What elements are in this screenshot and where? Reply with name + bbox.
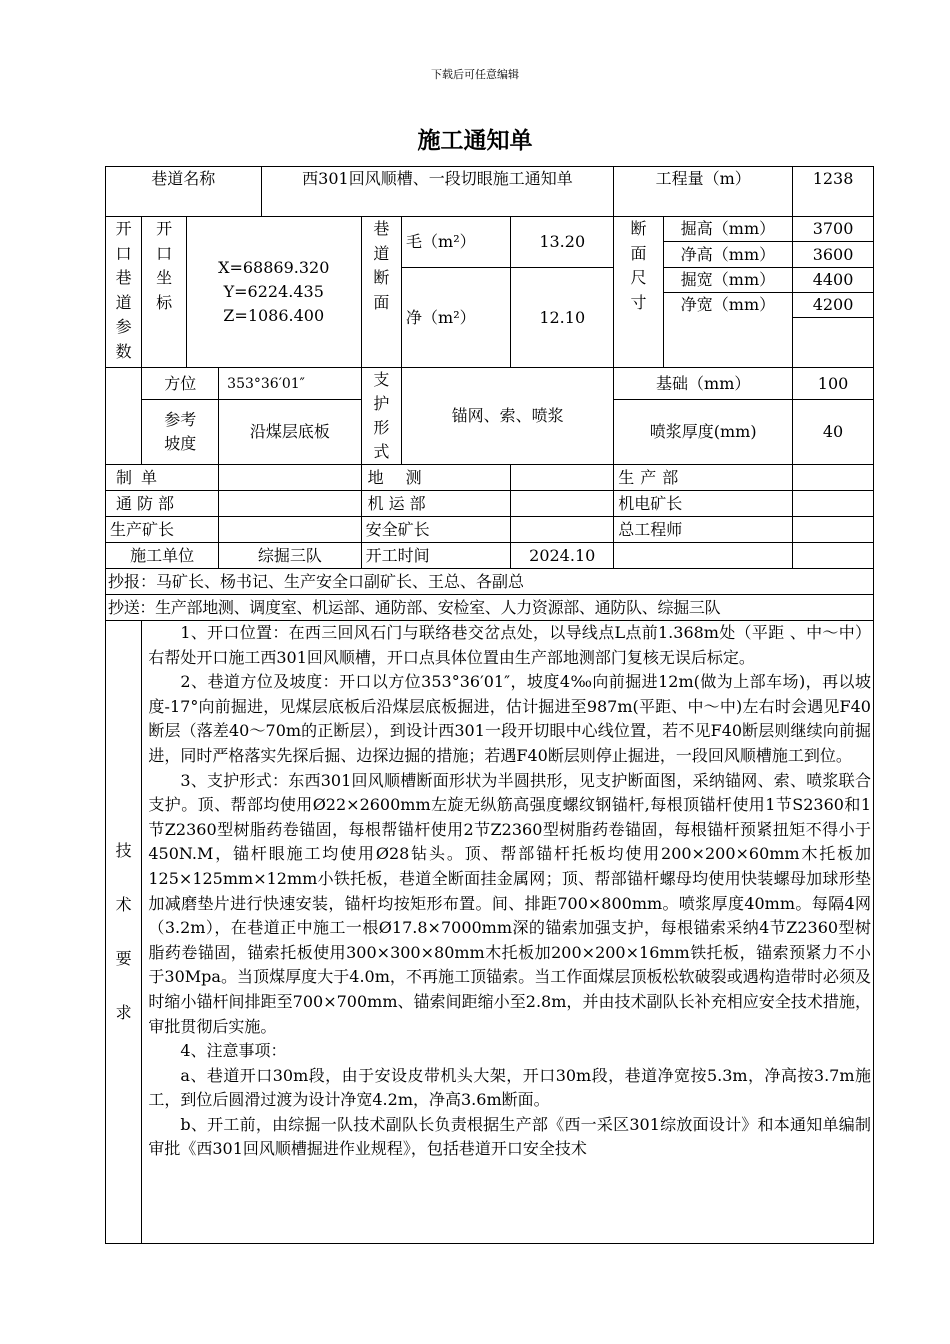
azimuth-label: 方位 [142,368,219,400]
tech-paragraph: 4、注意事项： [180,1041,287,1061]
blank-cell [793,318,874,368]
header-note: 下载后可任意编辑 [431,68,519,81]
net-label: 净（m²） [402,268,511,368]
section-label: 巷道断面 [361,217,401,368]
unit-value: 综掘三队 [219,543,361,569]
azimuth-value: 353°36′01″ [219,368,361,400]
size-row-value: 4200 [793,293,874,318]
production-dept-label: 生产部 [614,465,793,491]
size-row-value: 3700 [793,217,874,242]
production-mgr-label: 生产矿长 [106,517,219,543]
fire-dept-label: 通防部 [106,491,219,517]
page-title: 施工通知单 [417,128,533,154]
road-name-value: 西301回风顺槽、一段切眼施工通知单 [261,167,614,217]
size-row-label: 掘高（mm） [663,217,792,242]
slope-label: 参考坡度 [142,400,219,465]
tech-content [142,621,874,1244]
coord-z: Z=1086.400 [223,306,325,325]
support-label: 支护形式 [361,368,401,465]
unit-label: 施工单位 [106,543,219,569]
blank-cell [614,543,793,569]
tech-paragraph: b、开工前，由综掘一队技术副队长负责根据生产部《西一采区301综放面设计》和本通知单编制审批《西301回风顺槽掘进作业规程》，包括巷道开口安全技术 [148,1114,871,1159]
base-label: 基础（mm） [614,368,793,400]
signature-field [511,517,614,543]
quantity-label: 工程量（m） [614,167,793,217]
tech-paragraph: 2、巷道方位及坡度：开口以方位353°36′01″，坡度4‰向前掘进12m(做为上部车场)，再以坡度-17°向前掘进，见煤层底板后沿煤层底板掘进，估计掘进至987m(平距、中～中)左右时会遇见F40断层（落差40～70m的正断层），到设计西301一段开切眼中心线位置，若不见F40断层则继续向前掘进，同时严格落实先探后掘、边探边掘的措施；若遇F40断层则停止掘进，一段回风顺槽施工到位。 [148,672,871,765]
gross-value: 13.20 [511,217,614,268]
gross-label: 毛（m²） [402,217,511,268]
slope-value: 沿煤层底板 [219,400,361,465]
size-label: 断面尺寸 [614,217,664,368]
size-row-value: 4400 [793,268,874,293]
signature-field [511,465,614,491]
net-value: 12.10 [511,268,614,368]
blank-cell [793,543,874,569]
start-label: 开工时间 [361,543,511,569]
quantity-value: 1238 [793,167,874,217]
chief-engineer-label: 总工程师 [614,517,793,543]
electro-mgr-label: 机电矿长 [614,491,793,517]
signature-field [219,491,361,517]
coord-y: Y=6224.435 [223,282,324,301]
blank-cell [106,368,142,400]
tech-label: 技术要求 [106,621,142,1244]
size-row-label: 净宽（mm） [663,293,792,368]
signature-field [511,491,614,517]
survey-label: 地测 [361,465,511,491]
report-to: 抄报：马矿长、杨书记、生产安全口副矿长、王总、各副总 [106,569,874,595]
start-value: 2024.10 [511,543,614,569]
support-value: 锚网、索、喷浆 [402,368,614,465]
signature-field [793,491,874,517]
size-row-label: 净高（mm） [663,242,792,268]
size-row-value: 3600 [793,242,874,268]
road-name-label: 巷道名称 [106,167,262,217]
signature-field [219,465,361,491]
tech-paragraph: 1、开口位置：在西三回风石门与联络巷交岔点处，以导线点L点前1.368m处（平距 、中～中）右帮处开口施工西301回风顺槽，开口点具体位置由生产部地测部门复核无误后标定。 [148,623,871,667]
tech-paragraph: a、巷道开口30m段，由于安设皮带机头大架，开口30m段，巷道净宽按5.3m，净高按3.7m施工，到位后圆滑过渡为设计净宽4.2m，净高3.6m断面。 [148,1065,871,1110]
make-label: 制单 [106,465,219,491]
spray-value: 40 [793,400,874,465]
params-label: 开口巷道参数 [106,217,142,368]
copy-to: 抄送：生产部地测、调度室、机运部、通防部、安检室、人力资源部、通防队、综掘三队 [106,595,874,621]
spray-label: 喷浆厚度(mm) [614,400,793,465]
signature-field [219,517,361,543]
transport-dept-label: 机运部 [361,491,511,517]
coord-x: X=68869.320 [218,258,330,277]
safety-mgr-label: 安全矿长 [361,517,511,543]
signature-field [793,517,874,543]
notice-table [105,166,874,1244]
coord-values [186,217,361,368]
size-row-label: 掘宽（mm） [663,268,792,293]
coord-label: 开口坐标 [142,217,186,368]
base-value: 100 [793,368,874,400]
blank-cell [106,400,142,465]
tech-paragraph: 3、支护形式：东西301回风顺槽断面形状为半圆拱形，见支护断面图，采纳锚网、索、喷浆联合支护。顶、帮部均使用Ø22×2600mm左旋无纵筋高强度螺纹钢锚杆,每根顶锚杆使用1节S2360和1节Z2360型树脂药卷锚固，每根帮锚杆使用2节Z2360型树脂药卷锚固，每根锚杆预紧扭矩不得小于450N.M，锚杆眼施工均使用Ø28钻头。顶、帮部锚杆托板均使用200×200×60mm木托板加125×125mm×12mm小铁托板，巷道全断面挂金属网；顶、帮部锚杆螺母均使用快装螺母加球形垫加减磨垫片进行快速安装，锚杆均按矩形布置。间、排距700×800mm。喷浆厚度40mm。每隔4网（3.2m），在巷道正中施工一根Ø17.8×7000mm深的锚索加强支护，每根锚索采纳4节Z2360型树脂药卷锚固，锚索托板使用300×300×80mm木托板加200×200×16mm铁托板，锚索预紧力不小于30Mpa。当顶煤厚度大于4.0m，不再施工顶锚索。当工作面煤层顶板松软破裂或遇构造带时必须及时缩小锚杆间排距至700×700mm、锚索间距缩小至2.8m，并由技术副队长补充相应安全技术措施，审批贯彻后实施。 [148,770,871,1036]
signature-field [793,465,874,491]
